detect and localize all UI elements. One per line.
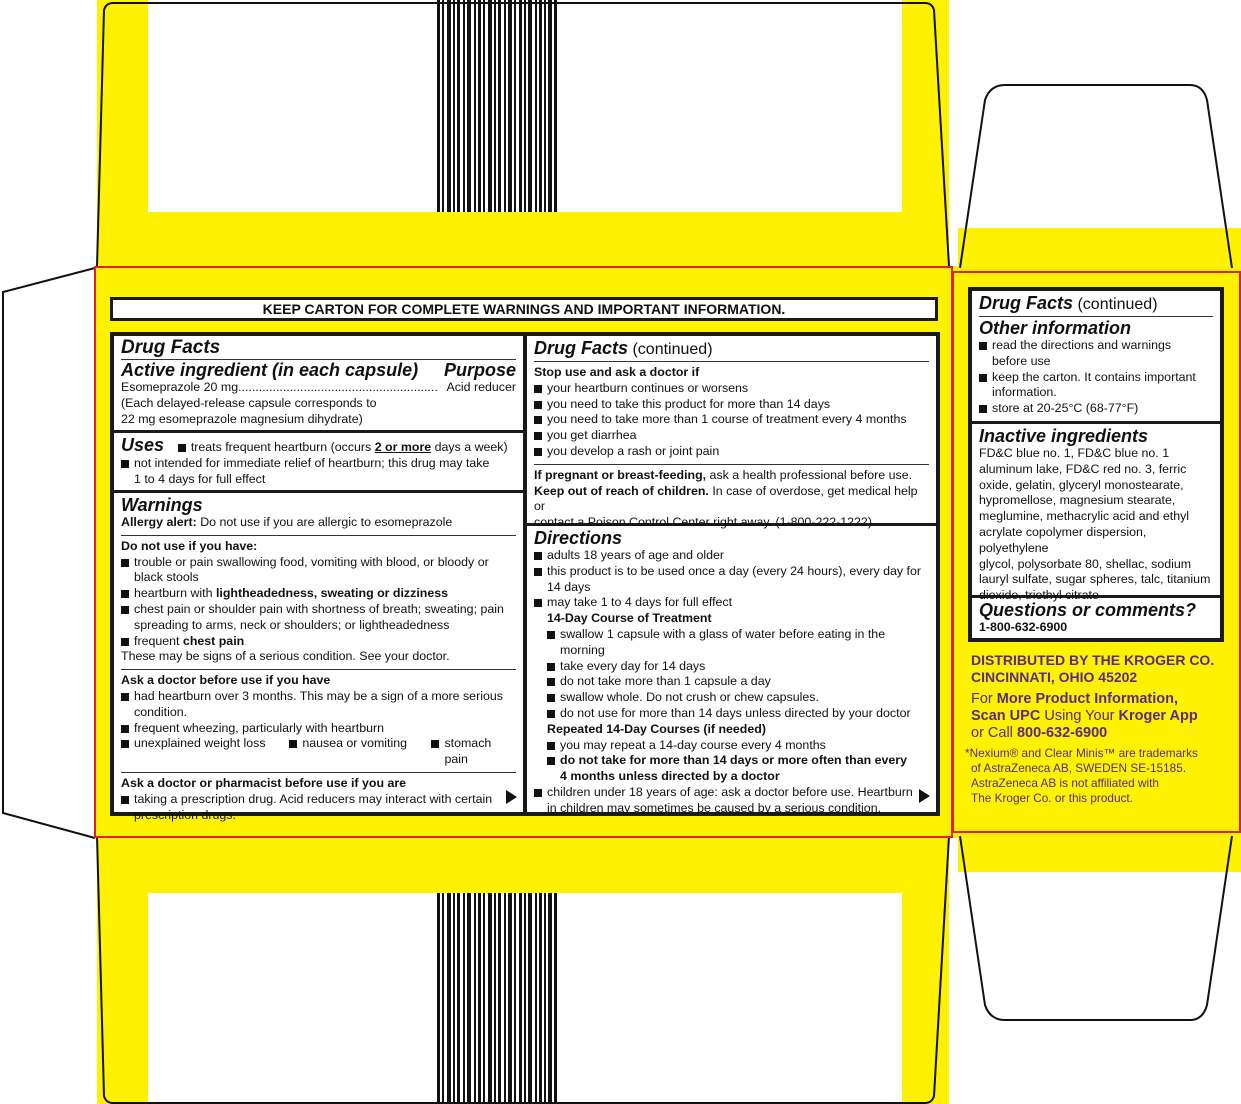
direction-item: may take 1 to 4 days for full effect — [534, 595, 929, 611]
stop-item: you develop a rash or joint pain — [534, 444, 929, 460]
inactive-line: meglumine, methacrylic acid and ethyl — [979, 509, 1190, 524]
inactive-line: glycol, polysorbate 80, shellac, sodium — [979, 556, 1192, 571]
active-ingredient-section — [114, 336, 523, 433]
warning-item: stomach pain — [431, 736, 516, 768]
course-item: do not use for more than 14 days unless directed by your doctor — [547, 706, 929, 722]
direction-item: adults 18 years of age and older — [534, 548, 929, 564]
other-info-item-cont: information. — [992, 385, 1057, 400]
repeat-course-heading: Repeated 14-Day Courses (if needed) — [547, 721, 766, 736]
other-info-item: keep the carton. It contains important — [979, 370, 1213, 386]
uses-section — [114, 433, 523, 493]
repeat-item-cont: 4 months unless directed by a doctor — [560, 769, 780, 784]
drug-facts-left-panel — [110, 332, 527, 822]
warning-item: unexplained weight loss — [121, 736, 289, 768]
other-info-item: store at 20-25°C (68-77°F) — [979, 401, 1213, 417]
inactive-line: oxide, gelatin, glyceryl monostearate, — [979, 477, 1184, 492]
questions-section — [972, 598, 1220, 639]
warning-item: taking a prescription drug. Acid reducers may interact with certain — [121, 792, 516, 808]
stop-item: you need to take more than 1 course of treatment every 4 months — [534, 412, 929, 428]
inactive-line: FD&C blue no. 1, FD&C blue no. 1 — [979, 446, 1170, 460]
warning-item: frequent wheezing, particularly with heartburn — [121, 721, 516, 737]
inactive-line: lauryl sulfate, sugar spheres, talc, titanium — [979, 572, 1211, 587]
stop-item: your heartburn continues or worsens — [534, 381, 929, 397]
warning-item: had heartburn over 3 months. This may be a sign of a more serious — [121, 689, 516, 705]
direction-item-cont: in children may sometimes be caused by a serious condition. — [547, 800, 882, 815]
questions-phone: 1-800-632-6900 — [979, 620, 1068, 634]
direction-item: children under 18 years of age: ask a doctor before use. Heartburn — [534, 785, 929, 801]
course-item: swallow 1 capsule with a glass of water before eating in the morning — [547, 627, 929, 659]
other-info-item-cont: before use — [992, 353, 1051, 368]
drug-facts-right-panel — [968, 287, 1224, 642]
warning-item-cont: condition. — [134, 704, 188, 719]
uses-heading: Uses — [121, 435, 165, 455]
warning-item: heartburn with lightheadedness, sweating or dizziness — [121, 586, 516, 602]
course-item: swallow whole. Do not crush or chew capsules. — [547, 690, 929, 706]
stop-use-heading: Stop use and ask a doctor if — [534, 365, 700, 379]
uses-item: not intended for immediate relief of heartburn; this drug may take — [121, 456, 516, 472]
distributor-address: CINCINNATI, OHIO 45202 — [971, 669, 1138, 685]
uses-item-cont: 1 to 4 days for full effect — [134, 471, 266, 486]
keep-carton-banner: KEEP CARTON FOR COMPLETE WARNINGS AND IMPORTANT INFORMATION. — [110, 297, 938, 321]
warning-item-cont: prescription drugs. — [134, 807, 236, 822]
trademark-line: AstraZeneca AB is not affiliated with — [971, 776, 1159, 790]
inactive-line: aluminum lake, FD&C red no. 3, ferric — [979, 461, 1187, 476]
trademark-line: of AstraZeneca AB, SWEDEN SE-15185. — [971, 761, 1187, 775]
warning-item: frequent chest pain — [121, 634, 516, 650]
course-heading: 14-Day Course of Treatment — [547, 611, 712, 626]
directions-heading: Directions — [534, 528, 623, 548]
ingredient-note: 22 mg esomeprazole magnesium dihydrate) — [121, 411, 363, 426]
trademark-line: The Kroger Co. or this product. — [971, 791, 1133, 805]
warning-item: trouble or pain swallowing food, vomiting with blood, or bloody or — [121, 555, 516, 571]
stop-use-section: Drug Facts (continued) Stop use and ask a doctor if your heartburn continues or worsens you need to take this product for more than 14 days you need to take more than 1 course of treatment every 4 months you get diarrhea you develop a rash or joint pain If pregnant or breast-feeding, ask a health professional before use. Keep out of reach of children. In case of overdose, get medical help or contact a Poison Control Center right away. (1-800-222-1222) — [527, 336, 936, 526]
distributor-name: DISTRIBUTED BY THE KROGER CO. — [971, 652, 1215, 668]
ingredient-name: Esomeprazole 20 mg — [121, 380, 239, 394]
ask-pharmacist-heading: Ask a doctor or pharmacist before use if you are — [121, 775, 407, 790]
continue-arrow-icon — [919, 789, 930, 803]
info-line: or Call 800-632-6900 — [971, 725, 1108, 741]
warning-item-cont: spreading to arms, neck or shoulders; or lightheadedness — [134, 617, 450, 632]
purpose-heading: Purpose — [443, 360, 516, 380]
active-ingredient-heading: Active ingredient (in each capsule) — [121, 360, 419, 380]
warnings-heading: Warnings — [121, 495, 203, 515]
other-information-section: Drug Facts (continued) Other information read the directions and warnings before use keep the carton. It contains important information. store at 20-25°C (68-77°F) — [972, 291, 1220, 424]
questions-heading: Questions or comments? — [979, 600, 1197, 620]
stop-item: you need to take this product for more than 14 days — [534, 397, 929, 413]
allergy-alert-label: Allergy alert: — [121, 515, 197, 529]
allergy-alert-text: Do not use if you are allergic to esomeprazole — [196, 515, 453, 529]
inactive-ingredients-heading: Inactive ingredients — [979, 426, 1149, 446]
inactive-ingredients-section — [972, 424, 1220, 603]
other-information-heading: Other information — [979, 318, 1131, 338]
stop-item: you get diarrhea — [534, 428, 929, 444]
directions-section — [527, 526, 936, 820]
other-info-item: read the directions and warnings — [979, 338, 1213, 354]
leader-dots: .......................................................... — [238, 380, 438, 394]
ask-doctor-heading: Ask a doctor before use if you have — [121, 673, 331, 688]
info-line: For More Product Information, — [971, 691, 1179, 707]
keep-out-of-reach-label: Keep out of reach of children. — [534, 483, 709, 498]
inactive-line: dioxide, triethyl citrate — [979, 588, 1099, 603]
drug-facts-middle-panel — [523, 332, 940, 816]
inactive-line: acrylate copolymer dispersion, polyethylene — [979, 524, 1147, 555]
drug-facts-title: Drug Facts — [121, 337, 221, 358]
ingredient-note: (Each delayed-release capsule corresponds to — [121, 395, 377, 410]
do-not-use-heading: Do not use if you have: — [121, 538, 258, 553]
poison-control-text: contact a Poison Control Center right away. (1-800-222-1222) — [534, 515, 872, 530]
uses-item: treats frequent heartburn (occurs 2 or more days a week) — [178, 440, 508, 454]
pregnancy-label: If pregnant or breast-feeding, — [534, 467, 707, 482]
serious-condition-note: These may be signs of a serious condition. See your doctor. — [121, 649, 450, 664]
inactive-line: hypromellose, magnesium stearate, — [979, 493, 1176, 508]
course-item: take every day for 14 days — [547, 659, 929, 675]
trademark-block — [965, 746, 1241, 806]
direction-item: this product is to be used once a day (every 24 hours), every day for — [534, 564, 929, 580]
drug-facts-title: Drug Facts — [979, 293, 1074, 313]
course-item: do not take more than 1 capsule a day — [547, 674, 929, 690]
distributor-block — [971, 652, 1239, 742]
repeat-item: do not take for more than 14 days or more often than every — [547, 753, 929, 769]
warning-item-cont: black stools — [134, 570, 199, 585]
trademark-line: *Nexium® and Clear Minis™ are trademarks — [965, 746, 1198, 760]
info-line: Scan UPC Using Your Kroger App — [971, 708, 1198, 724]
repeat-item: you may repeat a 14-day course every 4 months — [547, 738, 929, 754]
direction-item-cont: 14 days — [547, 579, 591, 594]
warnings-section — [114, 493, 523, 826]
ingredient-purpose: Acid reducer — [446, 380, 516, 394]
warning-item: nausea or vomiting — [289, 736, 431, 768]
drug-facts-title: Drug Facts — [534, 338, 629, 358]
warning-item: chest pain or shoulder pain with shortness of breath; sweating; pain — [121, 602, 516, 618]
continue-arrow-icon — [506, 790, 517, 804]
